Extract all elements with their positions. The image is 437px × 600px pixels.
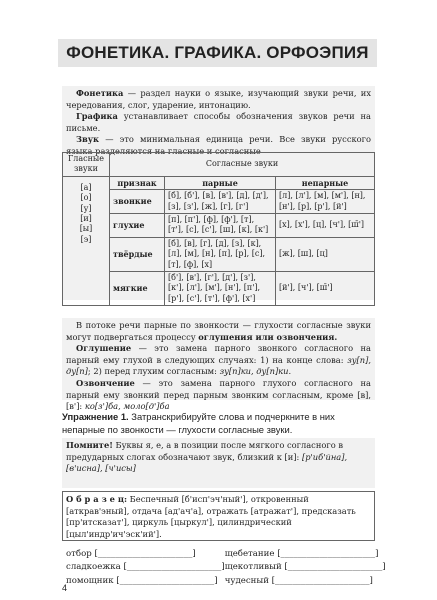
term-graphics: Графика: [76, 111, 118, 122]
col-feature: признак: [110, 176, 165, 189]
word-label: щекотливый [: [224, 562, 288, 573]
sample-label: О б р а з е ц:: [66, 494, 128, 504]
example-devoicing-1: зу[п], ду[п]: [66, 354, 371, 377]
feature-soft: мягкие: [110, 272, 165, 306]
table-row: [63, 237, 375, 271]
def-devoicing-mid: ; 2) перед глухим согласным:: [87, 366, 220, 377]
page-title: ФОНЕТИКА. ГРАФИКА. ОРФОЭПИЯ: [58, 39, 377, 67]
reminder-text: [66, 440, 371, 475]
word-label: сладкоежка [: [66, 562, 127, 573]
sample-text: [66, 494, 371, 540]
word-entry: [66, 575, 225, 588]
unpaired-hard: [ж], [ш], [ц]: [276, 237, 375, 271]
exercise-1: [62, 410, 375, 436]
transcription-blank[interactable]: ______________________]: [97, 549, 196, 559]
vowel-item: [а]: [80, 182, 92, 192]
vowel-item: [и]: [80, 214, 92, 224]
feature-voiceless: глухие: [110, 214, 165, 238]
word-entry: [66, 561, 225, 574]
example-voicing: ко[з']ба, моло[д']ба: [84, 401, 170, 412]
word-label: отбор [: [66, 549, 98, 559]
reminder-label: Помните!: [66, 440, 113, 450]
paired-voiced: [б], [б'], [в], [в'], [д], [д'], [з], [з'], [ж], [г], [г']: [165, 190, 276, 214]
vowel-item: [ы]: [79, 224, 93, 234]
term-phonetics: Фонетика: [76, 88, 124, 98]
term-sound: Звук: [76, 134, 100, 145]
vowels-header: Гласные звуки: [63, 153, 110, 177]
vowel-item: [э]: [80, 234, 92, 244]
consonants-header: Согласные звуки: [110, 153, 375, 177]
reminder-body: Буквы я, е, а в позиции после мягкого согласного в предударных слогах обозначают звук, близкий к [и]:: [66, 440, 344, 462]
vowels-cell: [63, 176, 110, 305]
transcription-blank[interactable]: ______________________]: [275, 575, 373, 586]
vowel-list: [66, 183, 106, 245]
unpaired-soft: [й'], [ч'], [ш̄']: [276, 272, 375, 306]
word-entry: [225, 575, 386, 588]
sample-body: Беспечный [б'исп'эч'ный'], откровенный [аткрав'эный], отдача [ад'ач'а], отражать [атражат'], предсказать [пр'итсказат'], циркуль [цыркул'], цилиндрический [цыл'индр'ич'эск'ий'].: [66, 494, 356, 539]
vowel-item: [у]: [80, 203, 92, 213]
word-entry: [225, 548, 386, 561]
note-stream-bold: оглушения или озвончения.: [198, 331, 338, 342]
transcription-blank[interactable]: ______________________]: [287, 562, 386, 573]
sounds-table: [62, 152, 375, 306]
intro-text: [66, 88, 371, 158]
word-label: щебетание [: [224, 549, 281, 559]
notes-text: [66, 320, 371, 413]
unpaired-voiceless: [х], [х'], [ц], [ч'], [ш̄']: [276, 214, 375, 238]
word-label: чудесный [: [224, 575, 276, 586]
word-list: [66, 548, 386, 588]
note-stream: В потоке речи парные по звонкости — глухости согласные звуки могут подвергаться процессу: [66, 320, 371, 342]
def-sound: — это минимальная единица речи. Все звуки русского языка разделяются на гласные и согласные: [66, 134, 371, 156]
word-entry: [66, 548, 225, 561]
transcription-blank[interactable]: ______________________]: [126, 562, 225, 573]
col-unpaired: непарные: [276, 176, 375, 189]
word-label: помощник [: [66, 575, 120, 586]
table-row: [63, 214, 375, 238]
transcription-blank[interactable]: ______________________]: [280, 549, 379, 559]
table-row: [63, 190, 375, 214]
paired-hard: [б], [в], [г], [д], [з], [к], [л], [м], [н], [п], [р], [с], [т], [ф], [х]: [165, 237, 276, 271]
feature-hard: твёрдые: [110, 237, 165, 271]
term-voicing: Озвончение: [76, 377, 135, 388]
def-phonetics: — раздел науки о языке, изучающий звуки речи, их чередования, слог, ударение, интонацию.: [66, 88, 371, 110]
unpaired-voiced: [л], [л'], [м], [м'], [н], [н'], [р], [р'], [й']: [276, 190, 375, 214]
def-devoicing: — это замена парного звонкого согласного на парный ему глухой в следующих случаях: 1) на конце слова:: [66, 343, 371, 365]
exercise-task: Затранскрибируйте слова и подчеркните в них непарные по звонкости — глухости согласные звуки.: [62, 411, 335, 435]
col-paired: парные: [165, 176, 276, 189]
def-graphics: устанавливает способы обозначения звуков речи на письме.: [66, 111, 371, 133]
word-entry: [225, 561, 386, 574]
term-devoicing: Оглушение: [76, 343, 132, 354]
example-devoicing-2: зу[п]ки, ду[п]ки.: [219, 366, 292, 377]
paired-voiceless: [п], [п'], [ф], [ф'], [т], [т'], [с], [с'], [ш], [к], [к']: [165, 214, 276, 238]
feature-voiced: звонкие: [110, 190, 165, 214]
vowel-item: [о]: [80, 193, 92, 203]
paired-soft: [б'], [в'], [г'], [д'], [з'], [к'], [л'], [м'], [н'], [п'], [р'], [с'], [т'], [ф'], [х']: [165, 272, 276, 306]
transcription-blank[interactable]: ______________________]: [119, 575, 218, 586]
reminder-example: [р'иб'йна], [в'исна], [ч'исы]: [66, 451, 348, 474]
def-voicing: — это замена парного глухого согласного на парный ему звонкий перед парным звонким согласным, кроме [в], [в']:: [66, 377, 371, 412]
page-number: 4: [62, 583, 68, 593]
exercise-label: Упражнение 1.: [62, 411, 129, 422]
table-row: [63, 272, 375, 306]
